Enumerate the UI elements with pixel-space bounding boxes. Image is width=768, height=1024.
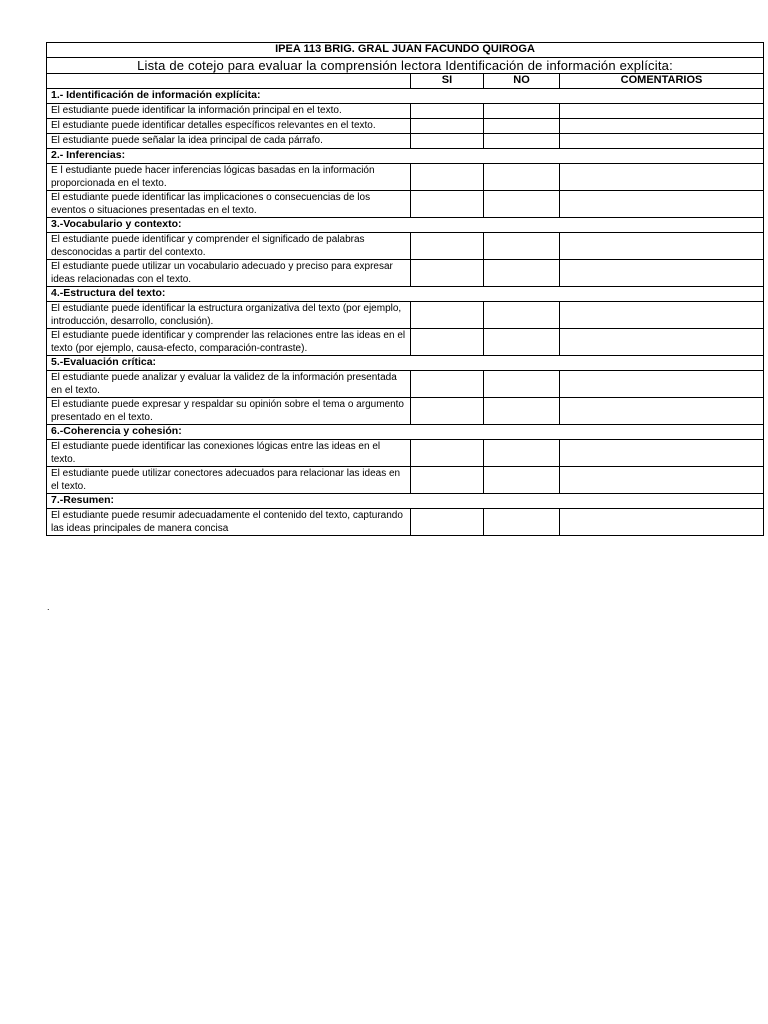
criterion-text: El estudiante puede utilizar un vocabulario adecuado y preciso para expresar ideas relacionadas con el texto. <box>47 260 411 287</box>
checklist-item-row <box>47 104 764 119</box>
si-cell[interactable] <box>411 104 484 119</box>
section-title: 6.-Coherencia y cohesión: <box>47 425 764 440</box>
si-cell[interactable] <box>411 134 484 149</box>
column-header-comentarios: COMENTARIOS <box>560 74 764 89</box>
no-cell[interactable] <box>484 371 560 398</box>
si-cell[interactable] <box>411 329 484 356</box>
document-title: IPEA 113 BRIG. GRAL JUAN FACUNDO QUIROGA <box>47 43 764 58</box>
comentarios-cell[interactable] <box>560 440 764 467</box>
no-cell[interactable] <box>484 164 560 191</box>
no-cell[interactable] <box>484 509 560 536</box>
si-cell[interactable] <box>411 509 484 536</box>
checklist-item-row <box>47 329 764 356</box>
section-title: 1.- Identificación de información explícita: <box>47 89 764 104</box>
comentarios-cell[interactable] <box>560 260 764 287</box>
criterion-text: E l estudiante puede hacer inferencias lógicas basadas en la información proporcionada en el texto. <box>47 164 411 191</box>
section-row <box>47 287 764 302</box>
comentarios-cell[interactable] <box>560 119 764 134</box>
checklist-item-row <box>47 467 764 494</box>
checklist-item-row <box>47 371 764 398</box>
checklist-item-row <box>47 119 764 134</box>
criterion-text: El estudiante puede analizar y evaluar la validez de la información presentada en el texto. <box>47 371 411 398</box>
no-cell[interactable] <box>484 329 560 356</box>
si-cell[interactable] <box>411 467 484 494</box>
section-title: 3.-Vocabulario y contexto: <box>47 218 764 233</box>
column-header-row <box>47 74 764 89</box>
no-cell[interactable] <box>484 191 560 218</box>
comentarios-cell[interactable] <box>560 398 764 425</box>
no-cell[interactable] <box>484 302 560 329</box>
checklist-item-row <box>47 440 764 467</box>
section-title: 2.- Inferencias: <box>47 149 764 164</box>
checklist-item-row <box>47 302 764 329</box>
checklist-item-row <box>47 233 764 260</box>
criterion-text: El estudiante puede señalar la idea principal de cada párrafo. <box>47 134 411 149</box>
comentarios-cell[interactable] <box>560 302 764 329</box>
si-cell[interactable] <box>411 233 484 260</box>
section-title: 5.-Evaluación crítica: <box>47 356 764 371</box>
si-cell[interactable] <box>411 260 484 287</box>
section-row <box>47 218 764 233</box>
criterion-text: El estudiante puede identificar la estructura organizativa del texto (por ejemplo, introducción, desarrollo, conclusión). <box>47 302 411 329</box>
comentarios-cell[interactable] <box>560 509 764 536</box>
checklist-item-row <box>47 509 764 536</box>
section-title: 4.-Estructura del texto: <box>47 287 764 302</box>
column-header-no: NO <box>484 74 560 89</box>
section-row <box>47 149 764 164</box>
criterion-text: El estudiante puede identificar las conexiones lógicas entre las ideas en el texto. <box>47 440 411 467</box>
no-cell[interactable] <box>484 398 560 425</box>
comentarios-cell[interactable] <box>560 164 764 191</box>
section-row <box>47 356 764 371</box>
si-cell[interactable] <box>411 302 484 329</box>
checklist-item-row <box>47 164 764 191</box>
comentarios-cell[interactable] <box>560 329 764 356</box>
footer-mark: . <box>47 602 50 612</box>
criterion-text: El estudiante puede identificar y comprender las relaciones entre las ideas en el texto (por ejemplo, causa-efecto, comparación-contraste). <box>47 329 411 356</box>
no-cell[interactable] <box>484 260 560 287</box>
no-cell[interactable] <box>484 104 560 119</box>
comentarios-cell[interactable] <box>560 371 764 398</box>
criterion-text: El estudiante puede identificar detalles específicos relevantes en el texto. <box>47 119 411 134</box>
checklist-table <box>46 42 764 536</box>
checklist-item-row <box>47 260 764 287</box>
criterion-text: El estudiante puede resumir adecuadamente el contenido del texto, capturando las ideas principales de manera concisa <box>47 509 411 536</box>
no-cell[interactable] <box>484 233 560 260</box>
checklist-item-row <box>47 398 764 425</box>
comentarios-cell[interactable] <box>560 104 764 119</box>
column-header-blank <box>47 74 411 89</box>
no-cell[interactable] <box>484 119 560 134</box>
comentarios-cell[interactable] <box>560 467 764 494</box>
checklist-item-row <box>47 191 764 218</box>
si-cell[interactable] <box>411 191 484 218</box>
criterion-text: El estudiante puede expresar y respaldar su opinión sobre el tema o argumento presentado en el texto. <box>47 398 411 425</box>
comentarios-cell[interactable] <box>560 191 764 218</box>
criterion-text: El estudiante puede identificar las implicaciones o consecuencias de los eventos o situaciones presentadas en el texto. <box>47 191 411 218</box>
si-cell[interactable] <box>411 119 484 134</box>
comentarios-cell[interactable] <box>560 233 764 260</box>
si-cell[interactable] <box>411 398 484 425</box>
section-row <box>47 89 764 104</box>
criterion-text: El estudiante puede identificar y comprender el significado de palabras desconocidas a partir del contexto. <box>47 233 411 260</box>
section-row <box>47 494 764 509</box>
no-cell[interactable] <box>484 467 560 494</box>
title-row <box>47 43 764 58</box>
criterion-text: El estudiante puede utilizar conectores adecuados para relacionar las ideas en el texto. <box>47 467 411 494</box>
comentarios-cell[interactable] <box>560 134 764 149</box>
section-row <box>47 425 764 440</box>
subtitle-row <box>47 58 764 74</box>
si-cell[interactable] <box>411 164 484 191</box>
checklist-item-row <box>47 134 764 149</box>
column-header-si: SI <box>411 74 484 89</box>
document-subtitle: Lista de cotejo para evaluar la comprensión lectora Identificación de información explícita: <box>47 58 764 74</box>
section-title: 7.-Resumen: <box>47 494 764 509</box>
no-cell[interactable] <box>484 134 560 149</box>
si-cell[interactable] <box>411 440 484 467</box>
criterion-text: El estudiante puede identificar la información principal en el texto. <box>47 104 411 119</box>
si-cell[interactable] <box>411 371 484 398</box>
no-cell[interactable] <box>484 440 560 467</box>
